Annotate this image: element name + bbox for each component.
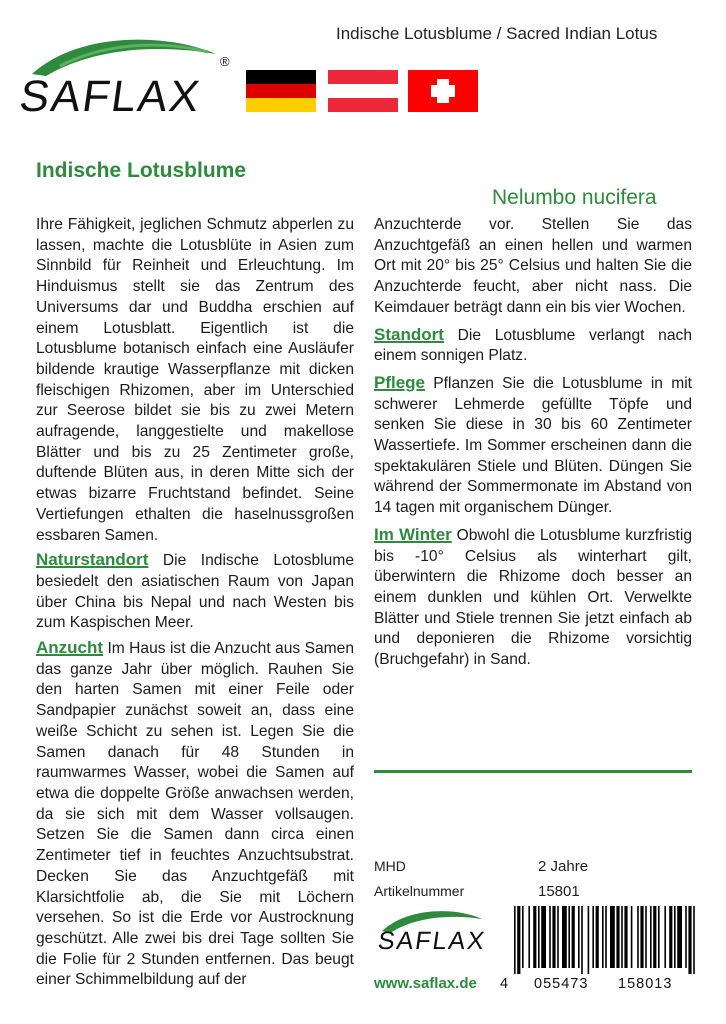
barcode-bar [650, 906, 652, 968]
barcode-bar [688, 906, 691, 974]
barcode-bar [557, 906, 559, 968]
website-link[interactable]: www.saflax.de [374, 975, 477, 992]
barcode-bar [596, 906, 599, 968]
barcode-bar [549, 906, 551, 968]
barcode-bar [669, 906, 672, 968]
barcode-bar [578, 906, 580, 968]
barcode-bar [677, 906, 682, 968]
barcode-bar [658, 906, 660, 968]
barcode-bar [631, 906, 633, 968]
page-header-title: Indische Lotusblume / Sacred Indian Lotus [336, 24, 658, 43]
barcode-bar [674, 906, 676, 968]
right-column [374, 215, 692, 671]
naturstandort-heading: Naturstandort [36, 550, 149, 570]
barcode-bar [568, 906, 570, 968]
barcode-bar [528, 906, 530, 968]
flag-switzerland-icon [408, 70, 478, 112]
barcode-bar [664, 906, 666, 968]
left-column [36, 215, 354, 991]
intro-paragraph: Ihre Fähigkeit, jeglichen Schmutz abperlen zu lassen, machte die Lotusblüte in Asien zum Sinnbild für Reinheit und Erleuchtung. Im Hinduismus stellt sie das Zentrum des Universums dar und Buddha erschien auf einem Lotusblatt. Eigentlich ist die Lotusblume botanisch einfach eine Ausläufer bildende krautige Wasserpflanze mit dicken fleischigen Rhizomen, aber im Unterschied zur Seerose bildet sie bis zu zwei Metern aufragende, langgestielte und makellose Blätter und bis zu 25 Zentimeter große, duftende Blüten aus, in deren Mitte sich der etwas bizarre Fruchtstand befindet. Seine Vertiefungen ethalten die haselnussgroßen essbaren Samen. [36, 216, 354, 544]
barcode-bar [685, 906, 687, 968]
barcode-bar [624, 906, 627, 968]
barcode-bar [514, 906, 516, 974]
pflege-text: Pflanzen Sie die Lotusblume in mit schwerer Lehmerde gefüllte Töpfe und senken Sie diese in 30 bis 60 Zentimeter Wassertiefe. Im Sommer erscheinen dann die spektakulären Stiele und Blüten. Düngen Sie während der Sommermonate im Abstand von 14 tagen mit organischem Dünger. [374, 374, 692, 517]
pflege-paragraph [374, 373, 692, 519]
barcode-bar [693, 906, 695, 974]
barcode-bar [562, 906, 567, 968]
standort-text: Die Lotusblume verlangt nach einem sonnigen Platz. [374, 326, 692, 365]
logo-wordmark: SAFLAX [16, 72, 205, 121]
barcode-digits-right: 158013 [618, 976, 673, 992]
barcode-bar [653, 906, 656, 968]
flag-austria-icon [328, 70, 398, 112]
barcode-bar [640, 906, 643, 968]
barcode-bar [588, 906, 590, 974]
barcode-bar [592, 906, 594, 968]
barcode-bar [522, 906, 524, 968]
registered-mark: ® [220, 54, 230, 69]
mhd-label: MHD [374, 858, 406, 874]
continuation-paragraph: Anzuchterde vor. Stellen Sie das Anzuchtgefäß an einen hellen und warmen Ort mit 20° bis 25° Celsius und halten Sie die Anzuchterde feucht, aber nicht nass. Die Keimdauer beträgt dann ein bis vier Wochen. [374, 216, 692, 316]
flag-germany-icon [246, 70, 316, 112]
footer-saflax-logo [374, 905, 490, 965]
barcode-bar [517, 906, 520, 974]
winter-paragraph [374, 525, 692, 671]
barcode-bar [645, 906, 647, 968]
winter-heading: Im Winter [374, 524, 452, 544]
barcode-bar [581, 906, 583, 974]
barcode-bar [541, 906, 546, 968]
standort-heading: Standort [374, 324, 444, 344]
anzucht-heading: Anzucht [36, 638, 104, 658]
standort-paragraph [374, 325, 692, 367]
naturstandort-paragraph [36, 550, 354, 634]
latin-name: Nelumbo nucifera [492, 186, 657, 209]
barcode-bar [538, 906, 540, 968]
barcode-bar [637, 906, 639, 968]
barcode-digits-left: 055473 [534, 976, 589, 992]
mhd-value: 2 Jahre [538, 858, 589, 875]
anzucht-text: Im Haus ist die Anzucht aus Samen das ganze Jahr über möglich. Rauhen Sie den harten Samen mit einer Feile oder Sandpapier zunächst soweit an, dass eine weiße Schicht zu sehen ist. Legen Sie die Samen danach für 48 Stunden in raumwarmes Wasser, wobei die Samen auf etwa die doppelte Größe anwachsen werden, da sie sich mit dem Wasser vollsaugen. Setzen Sie die Samen dann circa einen Zentimeter tief in feuchtes Anzuchtsubstrat. Decken Sie das Anzuchtgefäß mit Klarsichtfolie ab, die Sie mit Löchern versehen. So ist die Erde vor Austrocknung geschützt. Alle zwei bis drei Tage sollten Sie die Folie für 2 Stunden entfernen. Das beugt einer Schimmelbildung auf der [36, 640, 354, 989]
barcode-bar [572, 906, 575, 968]
barcode [512, 906, 696, 974]
barcode-bar [602, 906, 604, 968]
page-title: Indische Lotusblume [36, 159, 247, 182]
barcode-digit-first: 4 [500, 976, 510, 992]
barcode-bar [533, 906, 536, 968]
barcode-bar [610, 906, 615, 968]
article-number-value: 15801 [538, 883, 580, 900]
barcode-bar [616, 906, 619, 968]
pflege-heading: Pflege [374, 372, 426, 392]
winter-text: Obwohl die Lotusblume kurzfristig bis -10° Celsius als winterhart gilt, überwintern die Rhizome doch besser an einem dunklen und kühlen Ort. Verwelkte Blätter und Stiele trennen Sie jetzt einfach ab und deponieren die Rhizome vorsichtig (Bruchgefahr) in Sand. [374, 526, 692, 669]
barcode-bar [552, 906, 555, 968]
footer-logo-wordmark: SAFLAX [376, 927, 488, 955]
barcode-bar [605, 906, 607, 968]
anzucht-paragraph [36, 638, 354, 991]
barcode-bar [621, 906, 623, 968]
naturstandort-text: Die Indische Lotosblume besiedelt den asiatischen Raum von Japan über China bis Nepal und nach Westen bis zum Kaspischen Meer. [36, 552, 354, 632]
article-number-label: Artikelnummer [374, 883, 465, 899]
section-divider [374, 770, 692, 773]
saflax-logo [16, 30, 230, 125]
